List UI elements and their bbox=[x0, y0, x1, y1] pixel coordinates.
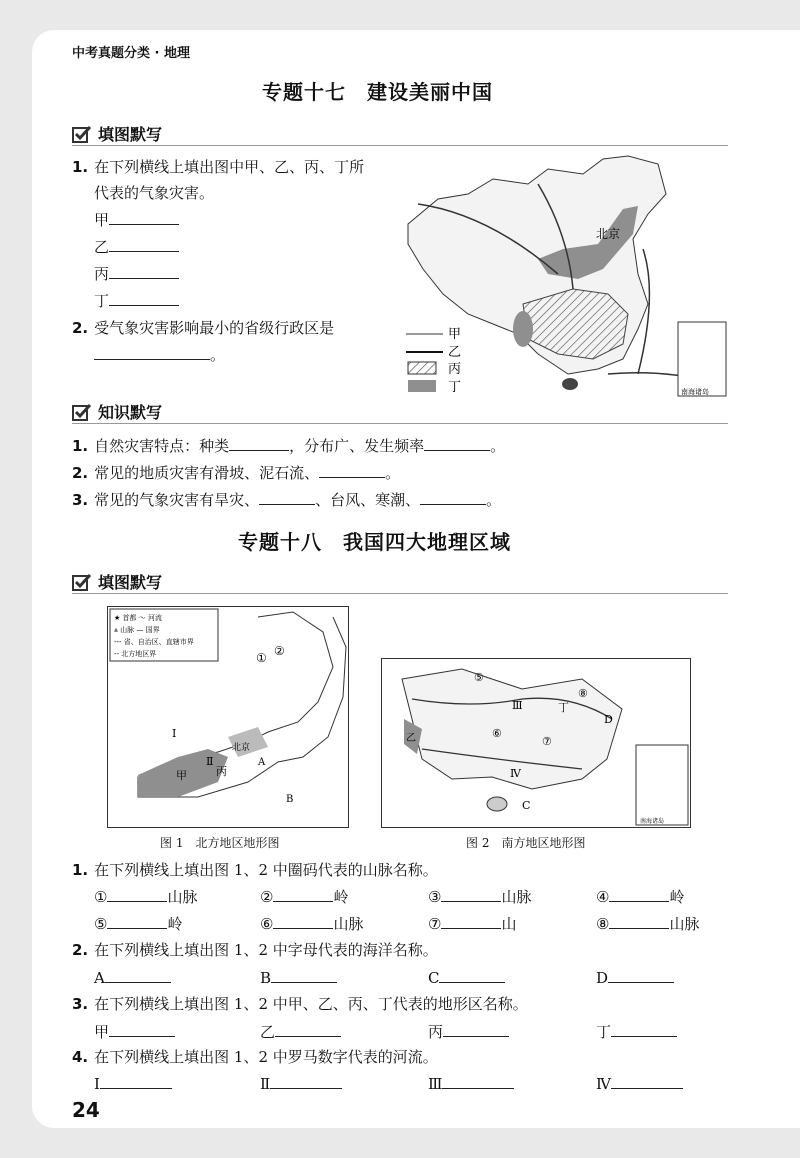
answer-label: 甲 bbox=[94, 211, 110, 229]
answer-label: Ⅲ bbox=[428, 1075, 443, 1093]
answer-label: D bbox=[596, 969, 609, 987]
section-label: 填图默写 bbox=[98, 125, 163, 144]
answer-suffix: 岭 bbox=[167, 915, 183, 933]
knowledge-1 bbox=[72, 436, 505, 456]
question-number: 1. bbox=[72, 861, 89, 879]
answer-label: ② bbox=[260, 888, 274, 906]
question-text: 自然灾害特点：种类 bbox=[94, 437, 230, 455]
answer-blank[interactable] bbox=[107, 914, 167, 929]
map-label-mountain-2: ② bbox=[274, 644, 285, 658]
fig1-north-map bbox=[107, 606, 349, 828]
topic18-section-fill-map bbox=[72, 570, 162, 593]
question-text: 在下列横线上填出图 1、2 中字母代表的海洋名称。 bbox=[94, 941, 438, 959]
answer-blank[interactable] bbox=[105, 968, 171, 983]
answer-blank[interactable] bbox=[420, 490, 486, 505]
map-label-yi: 乙 bbox=[406, 733, 416, 744]
answer-blank[interactable] bbox=[109, 264, 179, 279]
section-label: 填图默写 bbox=[98, 573, 163, 592]
answer-label: 丁 bbox=[94, 292, 110, 310]
answer-item bbox=[260, 913, 428, 934]
question-number: 1. bbox=[72, 437, 89, 455]
topic18-title: 专题十八 我国四大地理区域 bbox=[238, 530, 511, 554]
legend-swatch-ding bbox=[408, 380, 436, 392]
page-number: 24 bbox=[72, 1098, 100, 1122]
legend-item: ⩓ 山脉 — 国界 bbox=[114, 626, 160, 634]
answer-blank[interactable] bbox=[107, 887, 167, 902]
map-label-river-1: Ⅰ bbox=[172, 727, 177, 740]
map-label-mountain-5: ⑤ bbox=[474, 671, 484, 684]
answer-label: Ⅱ bbox=[260, 1075, 271, 1093]
question-text: 在下列横线上填出图 1、2 中甲、乙、丙、丁代表的地形区名称。 bbox=[94, 995, 528, 1013]
answer-blank[interactable] bbox=[109, 210, 179, 225]
legend-label: 丁 bbox=[448, 380, 462, 395]
map-inset-label: 南海诸岛 bbox=[640, 818, 665, 825]
topic17-title: 专题十七 建设美丽中国 bbox=[262, 80, 493, 104]
answer-label: A bbox=[94, 969, 105, 987]
answer-blank[interactable] bbox=[611, 1022, 677, 1037]
answer-label: ① bbox=[94, 888, 108, 906]
question-text: 在下列横线上填出图 1、2 中圈码代表的山脉名称。 bbox=[94, 861, 438, 879]
legend-label: 乙 bbox=[448, 345, 462, 360]
answer-blank[interactable] bbox=[273, 914, 333, 929]
answer-label: Ⅳ bbox=[596, 1075, 611, 1093]
t18-question-1 bbox=[72, 860, 438, 880]
knowledge-2 bbox=[72, 463, 400, 483]
legend-label: 丙 bbox=[448, 362, 462, 377]
answer-suffix: 山脉 bbox=[167, 888, 198, 906]
answer-label: Ⅰ bbox=[94, 1075, 100, 1093]
answer-blank[interactable] bbox=[100, 1074, 172, 1089]
answer-blank[interactable] bbox=[611, 1074, 683, 1089]
answer-suffix: 山脉 bbox=[669, 915, 700, 933]
fig2-south-map bbox=[381, 658, 691, 828]
map-label-river-2: Ⅱ bbox=[206, 755, 214, 768]
question-text: 、台风、寒潮、 bbox=[315, 491, 421, 509]
answer-label: ④ bbox=[596, 888, 610, 906]
question-text: ，分布广、发生频率 bbox=[289, 437, 425, 455]
answer-item bbox=[260, 1021, 428, 1042]
map-inset-label: 南海诸岛 bbox=[681, 388, 709, 396]
answer-label: ③ bbox=[428, 888, 442, 906]
section-label: 知识默写 bbox=[98, 403, 163, 422]
answer-label: 乙 bbox=[260, 1023, 276, 1041]
answer-label: B bbox=[260, 969, 272, 987]
t17-question-1 bbox=[72, 157, 392, 177]
map-label-d: D bbox=[604, 713, 613, 726]
map-label-ding: 丁 bbox=[558, 701, 569, 714]
checkbox-icon bbox=[72, 573, 92, 591]
question-number: 3. bbox=[72, 995, 89, 1013]
question-number: 2. bbox=[72, 464, 89, 482]
answer-item bbox=[94, 913, 260, 934]
answer-blank[interactable] bbox=[609, 914, 669, 929]
answer-label: ⑤ bbox=[94, 915, 108, 933]
answer-label: 丙 bbox=[428, 1023, 444, 1041]
checkbox-icon bbox=[72, 125, 92, 143]
t18-question-4 bbox=[72, 1047, 438, 1067]
question-number: 2. bbox=[72, 319, 89, 337]
answer-blank[interactable] bbox=[229, 436, 289, 451]
answer-blank[interactable] bbox=[608, 968, 674, 983]
answer-item bbox=[428, 968, 596, 987]
answer-blank[interactable] bbox=[270, 1074, 342, 1089]
map-label-a: A bbox=[258, 757, 266, 768]
answer-line-bing bbox=[94, 264, 179, 284]
question-number: 4. bbox=[72, 1048, 89, 1066]
answer-blank[interactable] bbox=[609, 887, 669, 902]
answer-item bbox=[94, 1021, 260, 1042]
answer-line-ding bbox=[94, 291, 179, 311]
answer-item bbox=[596, 1074, 736, 1093]
q1-row2 bbox=[94, 913, 736, 934]
answer-item bbox=[94, 886, 260, 907]
punct: 。 bbox=[486, 491, 502, 509]
answer-item bbox=[428, 1021, 596, 1042]
answer-item bbox=[428, 886, 596, 907]
legend-label: 甲 bbox=[448, 327, 462, 342]
answer-item bbox=[260, 1074, 428, 1093]
map-label-bing: 丙 bbox=[216, 765, 227, 778]
question-number: 1. bbox=[72, 158, 89, 176]
knowledge-3 bbox=[72, 490, 501, 510]
answer-blank[interactable] bbox=[259, 490, 315, 505]
answer-item bbox=[596, 968, 736, 987]
question-text-cont: 代表的气象灾害。 bbox=[94, 184, 215, 202]
answer-item bbox=[428, 913, 596, 934]
fig2-caption: 图 2 南方地区地形图 bbox=[466, 836, 586, 850]
answer-item bbox=[596, 1021, 736, 1042]
answer-blank[interactable] bbox=[271, 968, 337, 983]
legend-item: -- 北方地区界 bbox=[114, 650, 157, 658]
answer-blank[interactable] bbox=[442, 1074, 514, 1089]
answer-item bbox=[260, 968, 428, 987]
answer-blank[interactable] bbox=[424, 436, 490, 451]
answer-blank[interactable] bbox=[109, 1022, 175, 1037]
answer-item bbox=[428, 1074, 596, 1093]
answer-item bbox=[94, 1074, 260, 1093]
q1-row1 bbox=[94, 886, 736, 907]
divider bbox=[72, 423, 728, 424]
punct: 。 bbox=[490, 437, 506, 455]
question-text: 常见的地质灾害有滑坡、泥石流、 bbox=[94, 464, 320, 482]
answer-label: C bbox=[428, 969, 440, 987]
answer-blank[interactable] bbox=[275, 1022, 341, 1037]
answer-label: 丙 bbox=[94, 265, 110, 283]
map-label-b: B bbox=[286, 794, 294, 805]
answer-label: ⑥ bbox=[260, 915, 274, 933]
answer-blank[interactable] bbox=[109, 291, 179, 306]
answer-suffix: 岭 bbox=[669, 888, 685, 906]
answer-line-q2 bbox=[94, 345, 225, 365]
topic17-section-fill-map bbox=[72, 122, 162, 145]
answer-blank[interactable] bbox=[273, 887, 333, 902]
hazard-map bbox=[398, 154, 730, 400]
answer-line-yi bbox=[94, 237, 179, 257]
map-label-river-4: Ⅳ bbox=[510, 767, 521, 780]
divider bbox=[72, 593, 728, 594]
answer-item bbox=[94, 968, 260, 987]
map-label-river-3: Ⅲ bbox=[512, 699, 523, 712]
fig1-caption: 图 1 北方地区地形图 bbox=[160, 836, 280, 850]
running-header: 中考真题分类 · 地理 bbox=[72, 46, 190, 61]
answer-item bbox=[260, 886, 428, 907]
answer-blank[interactable] bbox=[439, 968, 505, 983]
answer-label: ⑦ bbox=[428, 915, 442, 933]
answer-label: 乙 bbox=[94, 238, 110, 256]
answer-blank[interactable] bbox=[109, 237, 179, 252]
punct: 。 bbox=[210, 346, 226, 364]
q4-answers bbox=[94, 1074, 736, 1093]
map-label-beijing: 北京 bbox=[232, 743, 251, 753]
q2-answers bbox=[94, 968, 736, 987]
question-text: 受气象灾害影响最小的省级行政区是 bbox=[94, 319, 335, 337]
map-label-mountain-8: ⑧ bbox=[578, 687, 588, 700]
question-text: 在下列横线上填出图中甲、乙、丙、丁所 bbox=[94, 158, 365, 176]
topic17-section-knowledge bbox=[72, 400, 162, 423]
answer-suffix: 山脉 bbox=[333, 915, 364, 933]
legend-item: ★ 首都 ～ 河流 bbox=[114, 614, 162, 622]
t18-question-2 bbox=[72, 940, 438, 960]
answer-blank[interactable] bbox=[443, 1022, 509, 1037]
answer-label: 甲 bbox=[94, 1023, 110, 1041]
answer-blank[interactable] bbox=[319, 463, 385, 478]
answer-blank[interactable] bbox=[441, 914, 501, 929]
checkbox-icon bbox=[72, 403, 92, 421]
map-label-c: C bbox=[522, 799, 531, 812]
map-label-mountain-6: ⑥ bbox=[492, 727, 502, 740]
map-label-jia: 甲 bbox=[176, 769, 187, 782]
punct: 。 bbox=[385, 464, 401, 482]
t17-question-2 bbox=[72, 318, 334, 338]
question-text: 在下列横线上填出图 1、2 中罗马数字代表的河流。 bbox=[94, 1048, 438, 1066]
map-label-mountain-1: ① bbox=[256, 651, 267, 665]
legend-item: --- 省、自治区、直辖市界 bbox=[114, 638, 194, 646]
legend-swatch-bing bbox=[408, 362, 436, 374]
answer-suffix: 山脉 bbox=[501, 888, 532, 906]
map-label-beijing: 北京 bbox=[596, 227, 621, 241]
question-text: 常见的气象灾害有旱灾、 bbox=[94, 491, 260, 509]
question-number: 3. bbox=[72, 491, 89, 509]
answer-item bbox=[596, 886, 736, 907]
map-label-mountain-7: ⑦ bbox=[542, 735, 552, 748]
divider bbox=[72, 145, 728, 146]
answer-suffix: 岭 bbox=[333, 888, 349, 906]
answer-blank[interactable] bbox=[441, 887, 501, 902]
answer-suffix: 山 bbox=[501, 915, 517, 933]
answer-item bbox=[596, 913, 736, 934]
answer-blank[interactable] bbox=[94, 345, 210, 360]
answer-line-jia bbox=[94, 210, 179, 230]
answer-label: 丁 bbox=[596, 1023, 612, 1041]
question-number: 2. bbox=[72, 941, 89, 959]
q3-answers bbox=[94, 1021, 736, 1042]
answer-label: ⑧ bbox=[596, 915, 610, 933]
t18-question-3 bbox=[72, 994, 528, 1014]
